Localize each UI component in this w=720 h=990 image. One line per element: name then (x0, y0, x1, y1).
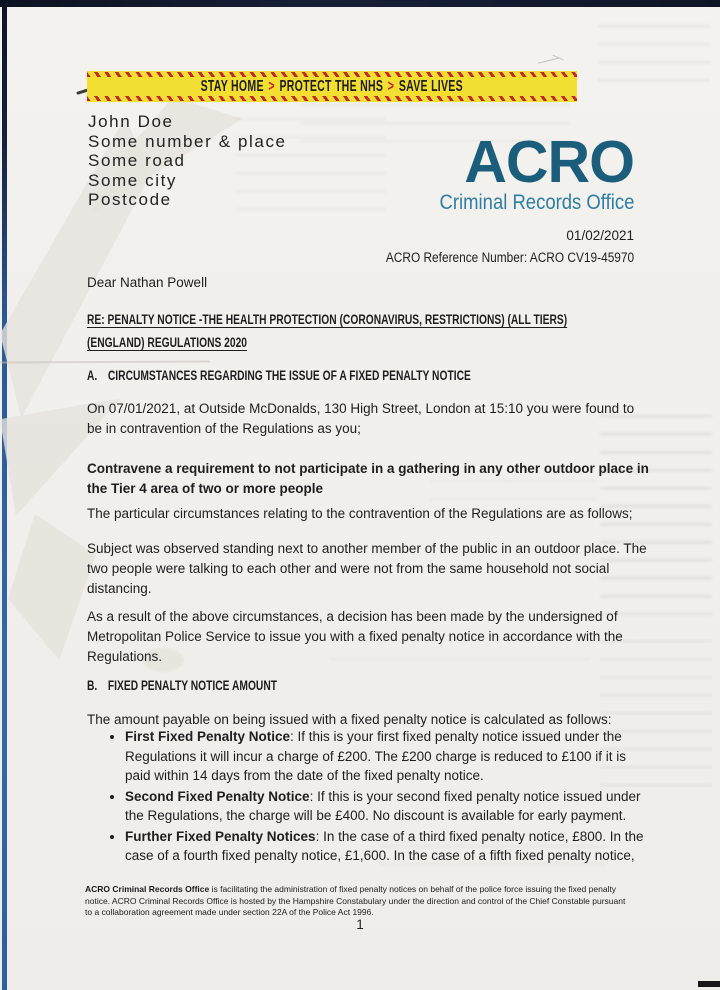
bullet-label: First Fixed Penalty Notice (125, 729, 291, 744)
section-number: A. (87, 368, 98, 383)
letter-date: 01/02/2021 (566, 228, 634, 243)
bullet-item (125, 787, 649, 826)
banner-segment: PROTECT THE NHS (279, 77, 384, 95)
acro-logo (413, 129, 634, 215)
bullet-text: : In the case of a third fixed penalty notice, £800. In the case of a fourth fixed penalty notice, £1,600. In the case of a fifth fixed penalty notice, (125, 828, 644, 863)
salutation: Dear Nathan Powell (87, 275, 208, 290)
paragraph-decision: As a result of the above circumstances, a decision has been made by the undersigned of Metropolitan Police Service to issue you with a fixed penalty notice in accordance with the Regulations. (87, 609, 623, 664)
section-title: FIXED PENALTY NOTICE AMOUNT (107, 678, 278, 693)
footer-disclaimer (85, 884, 633, 919)
bleedthrough-smudge (598, 25, 710, 83)
bullet-item (125, 827, 649, 866)
section-number: B. (87, 678, 98, 693)
paragraph-amount-intro: The amount payable on being issued with a fixed penalty notice is calculated as follows: (87, 712, 612, 727)
bullet-text: : If this is your second fixed penalty notice issued under the Regulations, the charge will be £400. No discount is available for early payment. (125, 788, 641, 823)
chevron-right-icon: > (388, 77, 395, 95)
subject-heading (87, 308, 651, 354)
paper-crease-line (0, 360, 210, 363)
subject-line: RE: PENALTY NOTICE -THE HEALTH PROTECTION (CORONAVIRUS, RESTRICTIONS) (ALL TIERS) (87, 312, 568, 327)
section-a-heading (87, 366, 516, 386)
paragraph-observation: Subject was observed standing next to another member of the public in an outdoor place. The two people were talking to each other and were not from the same household not social distancing. (87, 541, 647, 596)
footer-bold-lead: ACRO Criminal Records Office (85, 884, 210, 894)
reference-number: ACRO Reference Number: ACRO CV19-45970 (385, 250, 634, 265)
chevron-right-icon: > (268, 77, 276, 95)
recipient-address (88, 112, 287, 210)
section-b-heading (87, 676, 516, 696)
penalty-bullet-list (87, 727, 649, 867)
paragraph-contravention: Contravene a requirement to not participate in a gathering in any other outdoor place in the Tier 4 area of two or more people (87, 461, 649, 496)
logo-acronym: ACRO (464, 129, 634, 195)
paragraph-circumstances: On 07/01/2021, at Outside McDonalds, 130 High Street, London at 15:10 you were found to be in contravention of the Regulations as you; (87, 401, 635, 436)
footer-text: is facilitating the administration of fixed penalty notices on behalf of the police force issuing the fixed penalty notice. ACRO Criminal Records Office is hosted by the Hampshire Constabulary under the direction and control of the Chief Constable pursuant to a collaboration agreement made under section 22A of the Police Act 1996. (85, 884, 626, 917)
address-line: John Doe (88, 112, 174, 131)
paragraph-particulars-intro: The particular circumstances relating to the contravention of the Regulations are as follows; (87, 506, 633, 521)
bullet-label: Second Fixed Penalty Notice (125, 788, 310, 804)
scan-corner-artifact (698, 981, 720, 987)
banner-segment: STAY HOME (200, 77, 265, 95)
scan-left-edge-artifact (2, 6, 7, 990)
address-line: Some number & place (88, 131, 287, 151)
address-line: Postcode (88, 190, 172, 210)
section-title: CIRCUMSTANCES REGARDING THE ISSUE OF A FIXED PENALTY NOTICE (107, 368, 471, 383)
banner-text (201, 78, 463, 96)
scan-top-edge-artifact (0, 0, 720, 7)
bullet-label: Further Fixed Penalty Notices (125, 828, 316, 844)
address-line: Some road (88, 151, 186, 171)
scratch-mark-artifact (538, 54, 568, 68)
letter-meta (352, 225, 634, 269)
page-number: 1 (356, 917, 364, 932)
banner-segment: SAVE LIVES (399, 77, 464, 95)
covid-campaign-banner (87, 71, 577, 102)
subject-line: (ENGLAND) REGULATIONS 2020 (87, 335, 248, 350)
address-line: Some city (88, 170, 178, 190)
logo-subtitle: Criminal Records Office (439, 191, 634, 214)
bullet-text: : If this is your first fixed penalty notice issued under the Regulations it will incur a charge of £200. The £200 charge is reduced to £100 if it is paid within 14 days from the date of the fixed penalty notice. (125, 729, 627, 783)
bullet-item (125, 727, 649, 786)
